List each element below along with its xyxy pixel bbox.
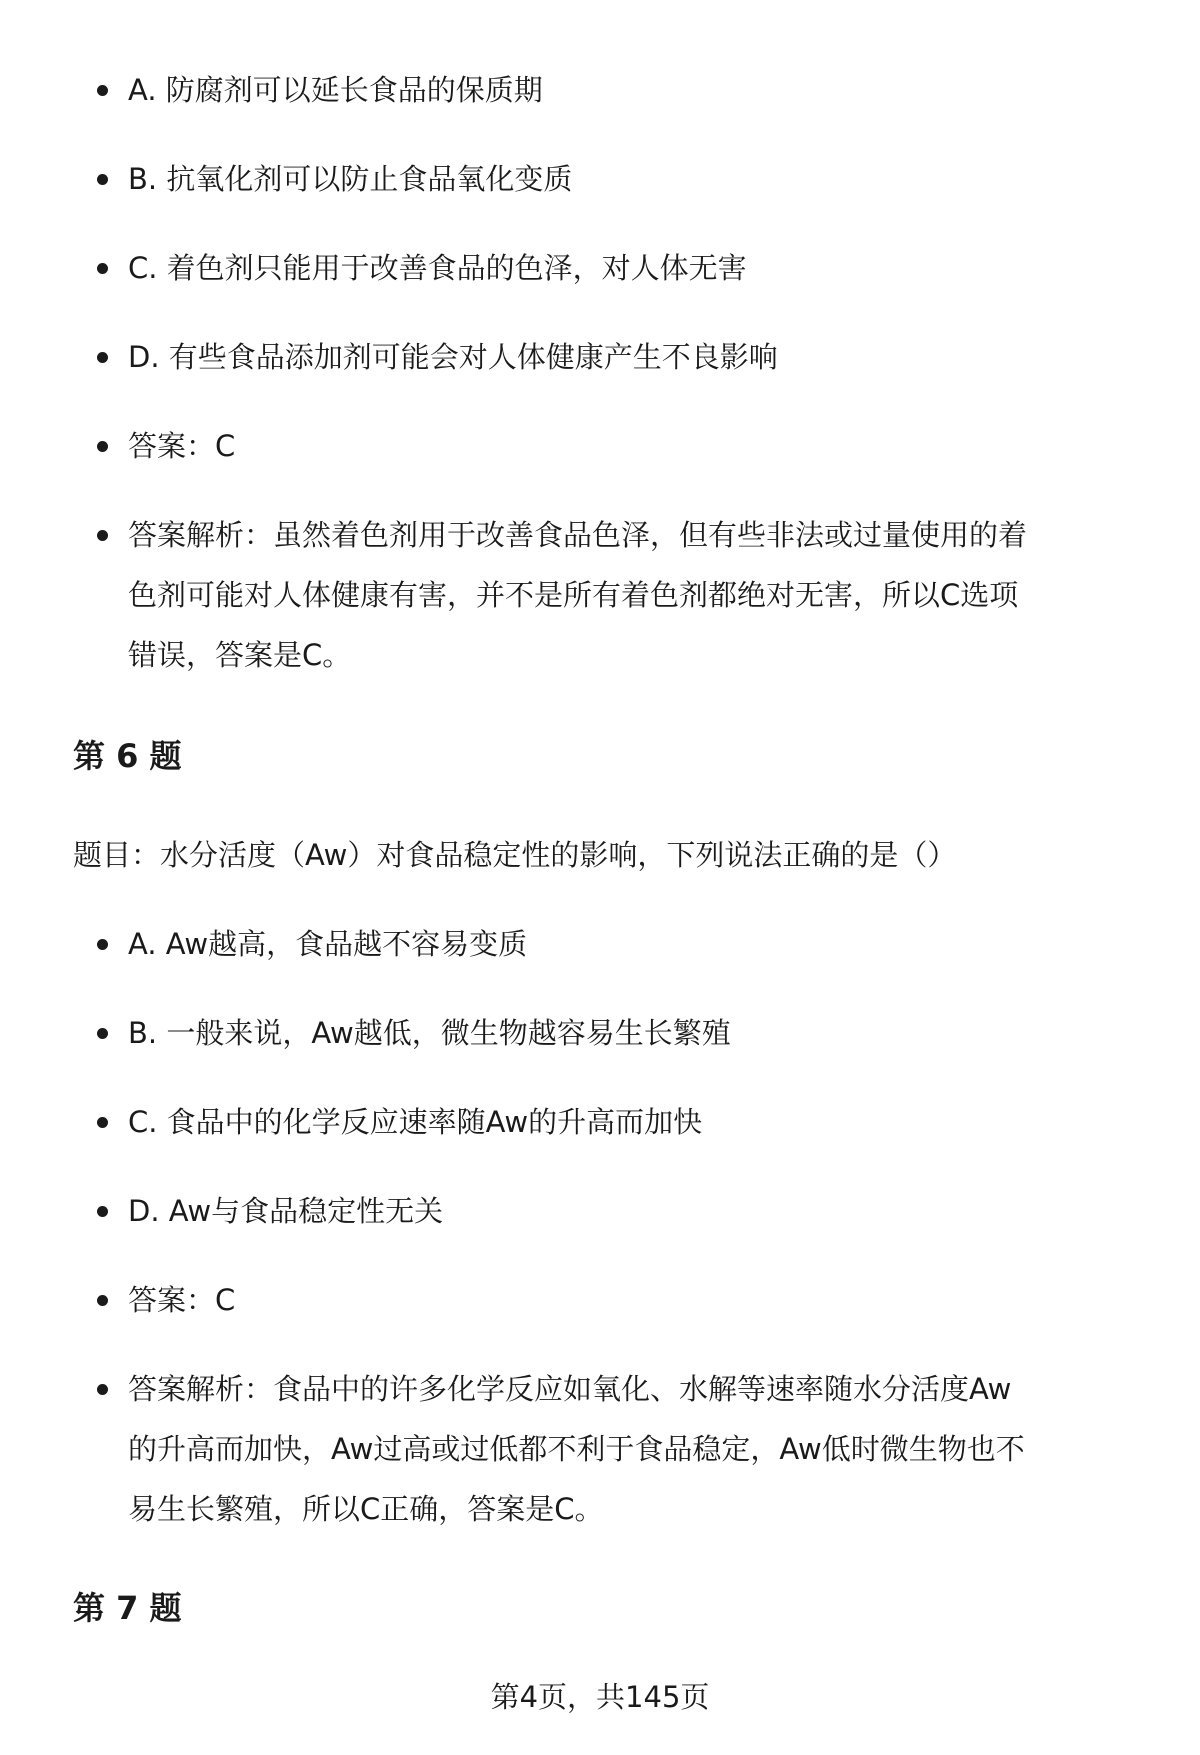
bullet-icon [97, 85, 108, 96]
bullet-icon [97, 263, 108, 274]
question-5-options [0, 60, 1040, 714]
answer [0, 1270, 1040, 1330]
page-footer: 第4页，共145页 [490, 1680, 710, 1714]
option-d [0, 327, 1040, 387]
option-text: A. Aw越高，食品越不容易变质 [128, 927, 528, 961]
option-a [0, 60, 1040, 120]
option-text: C. 着色剂只能用于改善食品的色泽，对人体无害 [128, 251, 747, 285]
option-b [0, 1003, 1040, 1063]
question-6-heading: 第 6 题 [73, 737, 182, 775]
option-b [0, 149, 1040, 209]
option-text: D. Aw与食品稳定性无关 [128, 1194, 444, 1228]
option-c [0, 238, 1040, 298]
bullet-icon [97, 441, 108, 452]
explanation [0, 1359, 1040, 1539]
bullet-icon [97, 939, 108, 950]
option-text: B. 一般来说，Aw越低，微生物越容易生长繁殖 [128, 1016, 731, 1050]
bullet-icon [97, 352, 108, 363]
explanation-text: 答案解析：虽然着色剂用于改善食品色泽，但有些非法或过量使用的着色剂可能对人体健康有害，并不是所有着色剂都绝对无害，所以C选项错误，答案是C。 [128, 518, 1028, 672]
explanation-text: 答案解析：食品中的许多化学反应如氧化、水解等速率随水分活度Aw的升高而加快，Aw过高或过低都不利于食品稳定，Aw低时微生物也不易生长繁殖，所以C正确，答案是C。 [128, 1372, 1025, 1526]
explanation [0, 505, 1040, 685]
bullet-icon [97, 1384, 108, 1395]
answer-text: 答案：C [128, 429, 236, 463]
question-6-options [0, 914, 1040, 1568]
answer-text: 答案：C [128, 1283, 236, 1317]
option-text: C. 食品中的化学反应速率随Aw的升高而加快 [128, 1105, 703, 1139]
bullet-icon [97, 174, 108, 185]
option-text: B. 抗氧化剂可以防止食品氧化变质 [128, 162, 573, 196]
bullet-icon [97, 1295, 108, 1306]
question-7-heading: 第 7 题 [73, 1589, 182, 1627]
option-text: A. 防腐剂可以延长食品的保质期 [128, 73, 543, 107]
option-d [0, 1181, 1040, 1241]
bullet-icon [97, 1117, 108, 1128]
bullet-icon [97, 530, 108, 541]
bullet-icon [97, 1206, 108, 1217]
bullet-icon [97, 1028, 108, 1039]
question-6-text: 题目：水分活度（Aw）对食品稳定性的影响，下列说法正确的是（） [73, 838, 957, 872]
option-text: D. 有些食品添加剂可能会对人体健康产生不良影响 [128, 340, 778, 374]
answer [0, 416, 1040, 476]
option-c [0, 1092, 1040, 1152]
option-a [0, 914, 1040, 974]
